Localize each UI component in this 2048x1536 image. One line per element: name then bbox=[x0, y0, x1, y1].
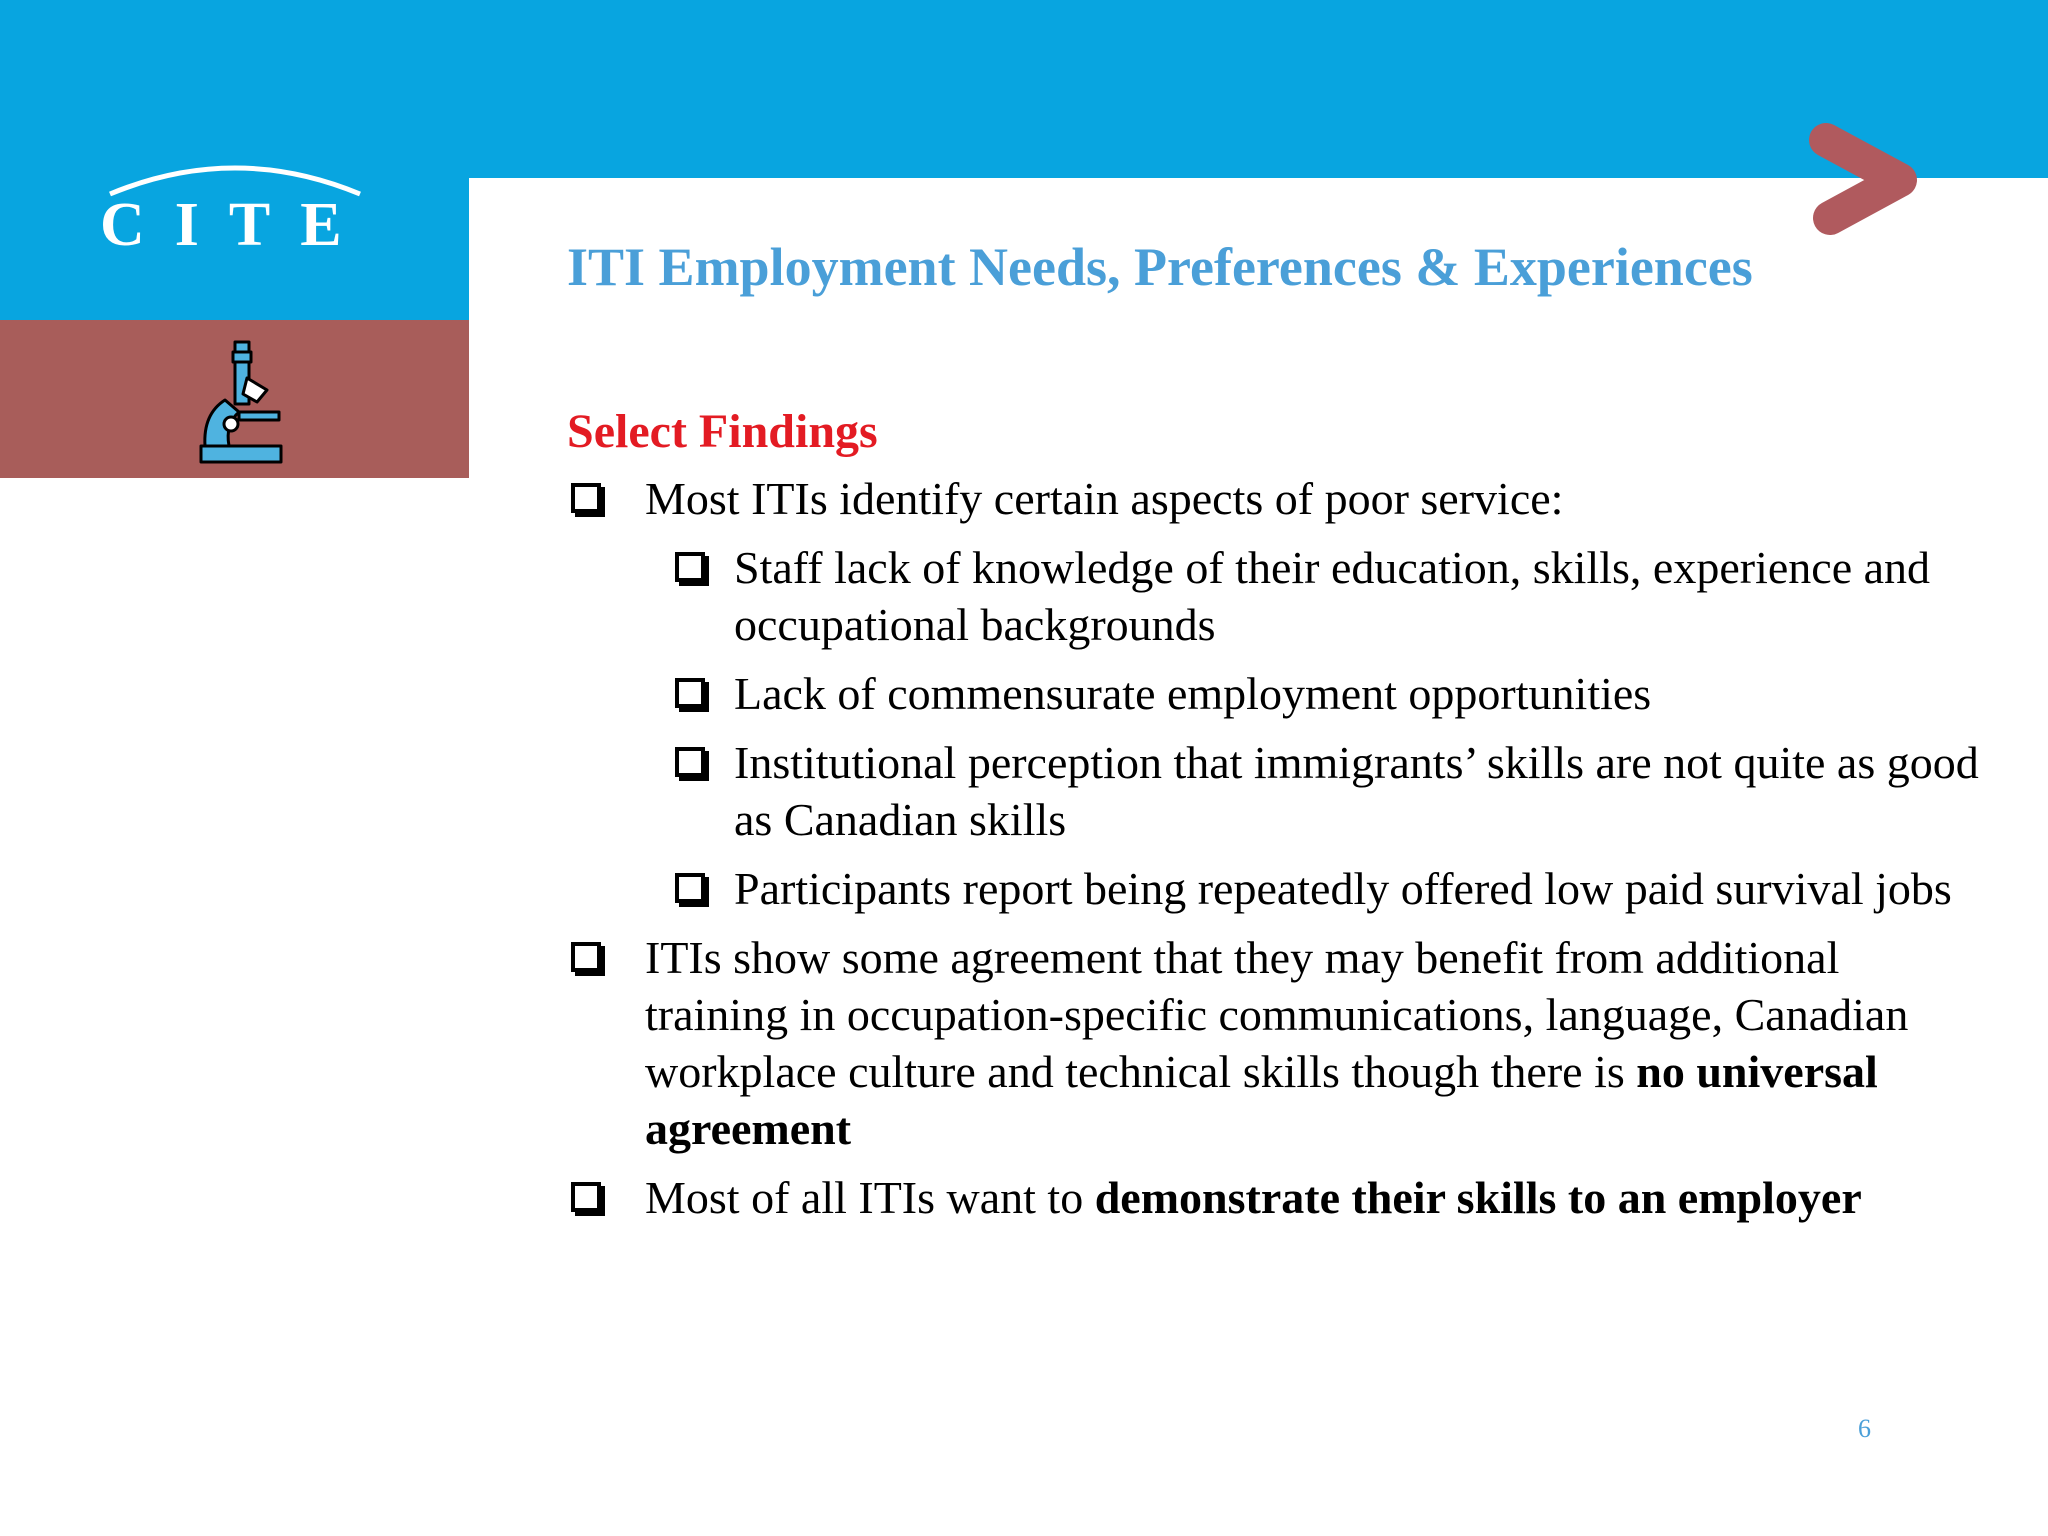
checkbox-bullet-icon bbox=[571, 1182, 601, 1212]
list-item bbox=[567, 470, 1987, 527]
list-item bbox=[567, 665, 1987, 722]
checkbox-bullet-icon bbox=[571, 942, 601, 972]
list-item-text: Most of all ITIs want to bbox=[645, 1172, 1095, 1223]
findings-list bbox=[567, 470, 1987, 1238]
list-item bbox=[567, 734, 1987, 848]
microscope-icon bbox=[195, 338, 295, 470]
list-item bbox=[567, 860, 1987, 917]
list-item-emphasis: no universal agreement bbox=[645, 1046, 1878, 1154]
list-item bbox=[567, 1169, 1987, 1226]
list-item-text: ITIs show some agreement that they may benefit from additional training in occupation-specific communications, language, Canadian workplace culture and technical skills though there is bbox=[645, 932, 1909, 1097]
cite-logo: CITE bbox=[100, 191, 372, 259]
checkbox-bullet-icon bbox=[571, 483, 601, 513]
list-item-text: Participants report being repeatedly offered low paid survival jobs bbox=[734, 863, 1952, 914]
list-item bbox=[567, 929, 1987, 1157]
checkbox-bullet-icon bbox=[675, 678, 705, 708]
list-item-text: Lack of commensurate employment opportunities bbox=[734, 668, 1652, 719]
page-number: 6 bbox=[1858, 1414, 1871, 1443]
list-item-text: Institutional perception that immigrants’ skills are not quite as good as Canadian skills bbox=[734, 737, 1979, 845]
list-item-text: Most ITIs identify certain aspects of poor service: bbox=[645, 473, 1564, 524]
checkbox-bullet-icon bbox=[675, 873, 705, 903]
chevron-right-icon bbox=[1808, 118, 1923, 240]
slide-title: ITI Employment Needs, Preferences & Experiences bbox=[567, 237, 1753, 297]
section-heading: Select Findings bbox=[567, 405, 878, 458]
list-item bbox=[567, 539, 1987, 653]
checkbox-bullet-icon bbox=[675, 552, 705, 582]
list-item-text: Staff lack of knowledge of their education, skills, experience and occupational backgrounds bbox=[734, 542, 1931, 650]
checkbox-bullet-icon bbox=[675, 747, 705, 777]
list-item-emphasis: demonstrate their skills to an employer bbox=[1094, 1172, 1862, 1223]
